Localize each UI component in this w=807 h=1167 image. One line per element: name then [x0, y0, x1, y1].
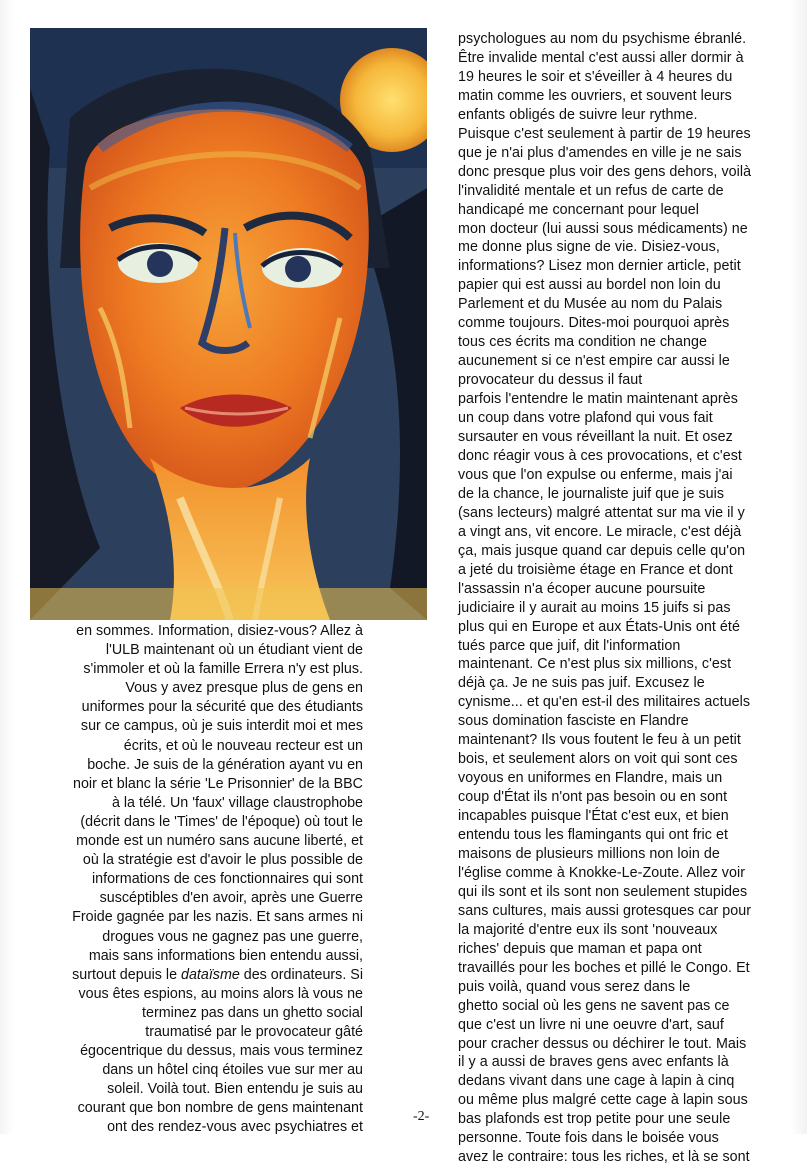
left-text-column	[57, 622, 363, 1138]
text-line: a jeté du troisième étage en France et dont	[458, 561, 733, 578]
text-line: terminez pas dans un ghetto social	[142, 1004, 363, 1021]
text-line: (décrit dans le 'Times' de l'époque) où tout le	[80, 813, 363, 830]
text-line: l'ULB maintenant où un étudiant vient de	[105, 642, 363, 659]
text-line: informations de ces fonctionnaires qui sont	[92, 871, 363, 888]
text-line: drogues vous ne gagnez pas une guerre,	[102, 928, 363, 945]
text-line: voyous en uniformes en Flandre, mais un	[458, 770, 723, 787]
text-line: ou même plus malgré cette cage à lapin sous	[458, 1092, 748, 1109]
text-line: sur ce campus, où je suis interdit moi et mes	[80, 718, 363, 735]
text-line: vous êtes espions, au moins alors là vous ne	[78, 985, 363, 1002]
text-line: traumatisé par le provocateur gâté	[145, 1023, 363, 1040]
text-line: boche. Je suis de la génération ayant vu en	[87, 756, 363, 773]
text-line: uniformes pour la sécurité que des étudiants	[81, 699, 363, 716]
text-line: surtout depuis le dataïsme des ordinateurs. Si	[72, 966, 363, 983]
text-line: bois, et seulement alors on voit qui sont ces	[458, 751, 738, 768]
text-line: plus qui en Europe et aux États-Unis ont été	[458, 618, 740, 635]
text-line: courant que bon nombre de gens maintenant	[77, 1100, 363, 1117]
text-line: papier qui est aussi au bordel non loin du	[458, 277, 721, 294]
text-line: a vingt ans, vit encore. Le miracle, c'est déjà	[458, 523, 742, 540]
text-line: maintenant. Ce n'est plus six millions, c'est	[458, 656, 732, 673]
text-line: Vous y avez presque plus de gens en	[125, 680, 363, 697]
text-line: tous ces écrits ma condition ne change	[458, 334, 708, 351]
text-line: monde est un numéro sans aucune liberté, et	[76, 833, 363, 850]
text-line: comme toujours. Dites-moi pourquoi après	[458, 315, 730, 332]
text-line: incapables puisque l'État c'est eux, et bien	[458, 808, 729, 825]
text-line: noir et blanc la série 'Le Prisonnier' de la BBC	[73, 775, 363, 792]
text-line: personne. Toute fois dans le boisée vous	[458, 1130, 719, 1147]
text-line: tués parce que juif, dit l'information	[458, 637, 681, 654]
text-line: suscéptibles d'en avoir, après une Guerre	[99, 890, 363, 907]
text-line: mon docteur (lui aussi sous médicaments) ne	[458, 220, 748, 237]
text-line: psychologues au nom du psychisme ébranlé.	[458, 31, 747, 47]
text-line: parfois l'entendre le matin maintenant après	[458, 391, 738, 408]
text-line: la majorité d'entre eux ils sont 'nouveaux	[458, 921, 718, 938]
page-number: -2-	[413, 1109, 430, 1124]
text-line: maintenant? Ils vous foutent le feu à un petit	[458, 732, 741, 749]
text-line: ghetto social où les gens ne savent pas ce	[458, 997, 730, 1014]
text-line: avez le contraire: tous les riches, et là se sont	[458, 1149, 750, 1166]
text-line: que je n'ai plus d'amendes en ville je ne sais	[458, 144, 742, 161]
text-line: (sans lecteurs) malgré attentat sur ma vie il y	[458, 504, 745, 521]
text-line: de la chance, le journaliste juif que je suis	[458, 485, 725, 502]
text-line: provocateur du dessus il faut	[458, 372, 643, 389]
text-line: pour cracher dessus ou déchirer le tout. Mais	[458, 1035, 747, 1052]
text-line: Froide gagnée par les nazis. Et sans armes ni	[72, 909, 363, 926]
text-line: en sommes. Information, disiez-vous? Allez à	[76, 623, 363, 639]
text-line: matin comme les ouvriers, et souvent leurs	[458, 87, 732, 104]
text-line: vous que l'on expulse ou enferme, mais j'ai	[458, 466, 733, 483]
right-text-column	[458, 30, 788, 1167]
text-line: donc réagir vous à ces provocations, et c'est	[458, 447, 742, 464]
text-line: coup d'État ils n'ont pas besoin ou en sont	[458, 789, 728, 806]
text-line: Être invalide mental c'est aussi aller dormir à	[458, 49, 744, 66]
text-line: que c'est un livre ni une oeuvre d'art, sauf	[458, 1016, 724, 1033]
text-line: ont des rendez-vous avec psychiatres et	[107, 1119, 363, 1136]
text-line: me donne plus signe de vie. Disiez-vous,	[458, 239, 720, 256]
text-line: Puisque c'est seulement à partir de 19 heures	[458, 125, 751, 142]
text-line: à la télé. Un 'faux' village claustrophobe	[111, 794, 363, 811]
text-line: l'église comme à Knokke-Le-Zoute. Allez voir	[458, 864, 746, 881]
text-line: dans un hôtel cinq étoiles vue sur mer au	[102, 1062, 363, 1079]
text-line: s'immoler et où la famille Errera n'y est plus.	[83, 661, 363, 678]
text-line: 19 heures le soir et s'éveiller à 4 heures du	[458, 68, 733, 85]
text-line: il y a aussi de braves gens avec enfants là	[458, 1054, 729, 1071]
portrait-painting	[30, 28, 427, 620]
text-line: judiciaire il y aurait au moins 15 juifs si pas	[458, 599, 731, 616]
text-line: informations? Lisez mon dernier article, petit	[458, 258, 741, 275]
text-line: un coup dans votre plafond qui vous fait	[458, 410, 713, 427]
text-line: Parlement et du Musée au nom du Palais	[458, 296, 723, 313]
text-line: déjà ça. Je ne suis pas juif. Excusez le	[458, 675, 705, 692]
text-line: handicapé me concernant pour lequel	[458, 201, 699, 218]
text-line: ça, mais jusque quand car depuis celle qu'on	[458, 542, 746, 559]
text-line: bas plafonds est trop petite pour une seule	[458, 1111, 731, 1128]
text-line: donc presque plus voir des gens dehors, voilà	[458, 163, 752, 180]
text-line: soleil. Voilà tout. Bien entendu je suis au	[107, 1081, 363, 1098]
text-line: l'invalidité mentale et un refus de carte de	[458, 182, 724, 199]
text-line: maisons de plusieurs millions non loin de	[458, 845, 720, 862]
text-line: travaillés pour les boches et pillé le Congo. Et	[458, 959, 750, 976]
text-line: riches' depuis que maman et papa ont	[458, 940, 702, 957]
text-line: aucunement si ce n'est empire car aussi le	[458, 353, 730, 370]
text-line: dedans vivant dans une cage à lapin à cinq	[458, 1073, 735, 1090]
text-line: sous domination fasciste en Flandre	[458, 713, 689, 730]
text-line: sans cultures, mais aussi grotesques car pour	[458, 902, 752, 919]
text-line: égocentrique du dessus, mais vous terminez	[80, 1043, 363, 1060]
text-line: entendu tous les flamingants qui ont fric et	[458, 827, 729, 844]
text-line: sursauter en vous réveillant la nuit. Et osez	[458, 429, 733, 446]
text-line: mais sans informations bien entendu aussi,	[88, 947, 363, 964]
text-line: cynisme... et qu'en est-il des militaires actuels	[458, 694, 751, 711]
text-line: l'assassin n'a écoper aucune poursuite	[458, 580, 706, 597]
text-line: où la stratégie est d'avoir le plus possible de	[82, 852, 363, 869]
text-line: enfants obligés de suivre leur rythme.	[458, 106, 698, 123]
text-line: puis voilà, quand vous serez dans le	[458, 978, 691, 995]
text-line: qui ils sont et ils sont non seulement stupides	[458, 883, 748, 900]
text-line: écrits, et où le nouveau recteur est un	[123, 737, 363, 754]
